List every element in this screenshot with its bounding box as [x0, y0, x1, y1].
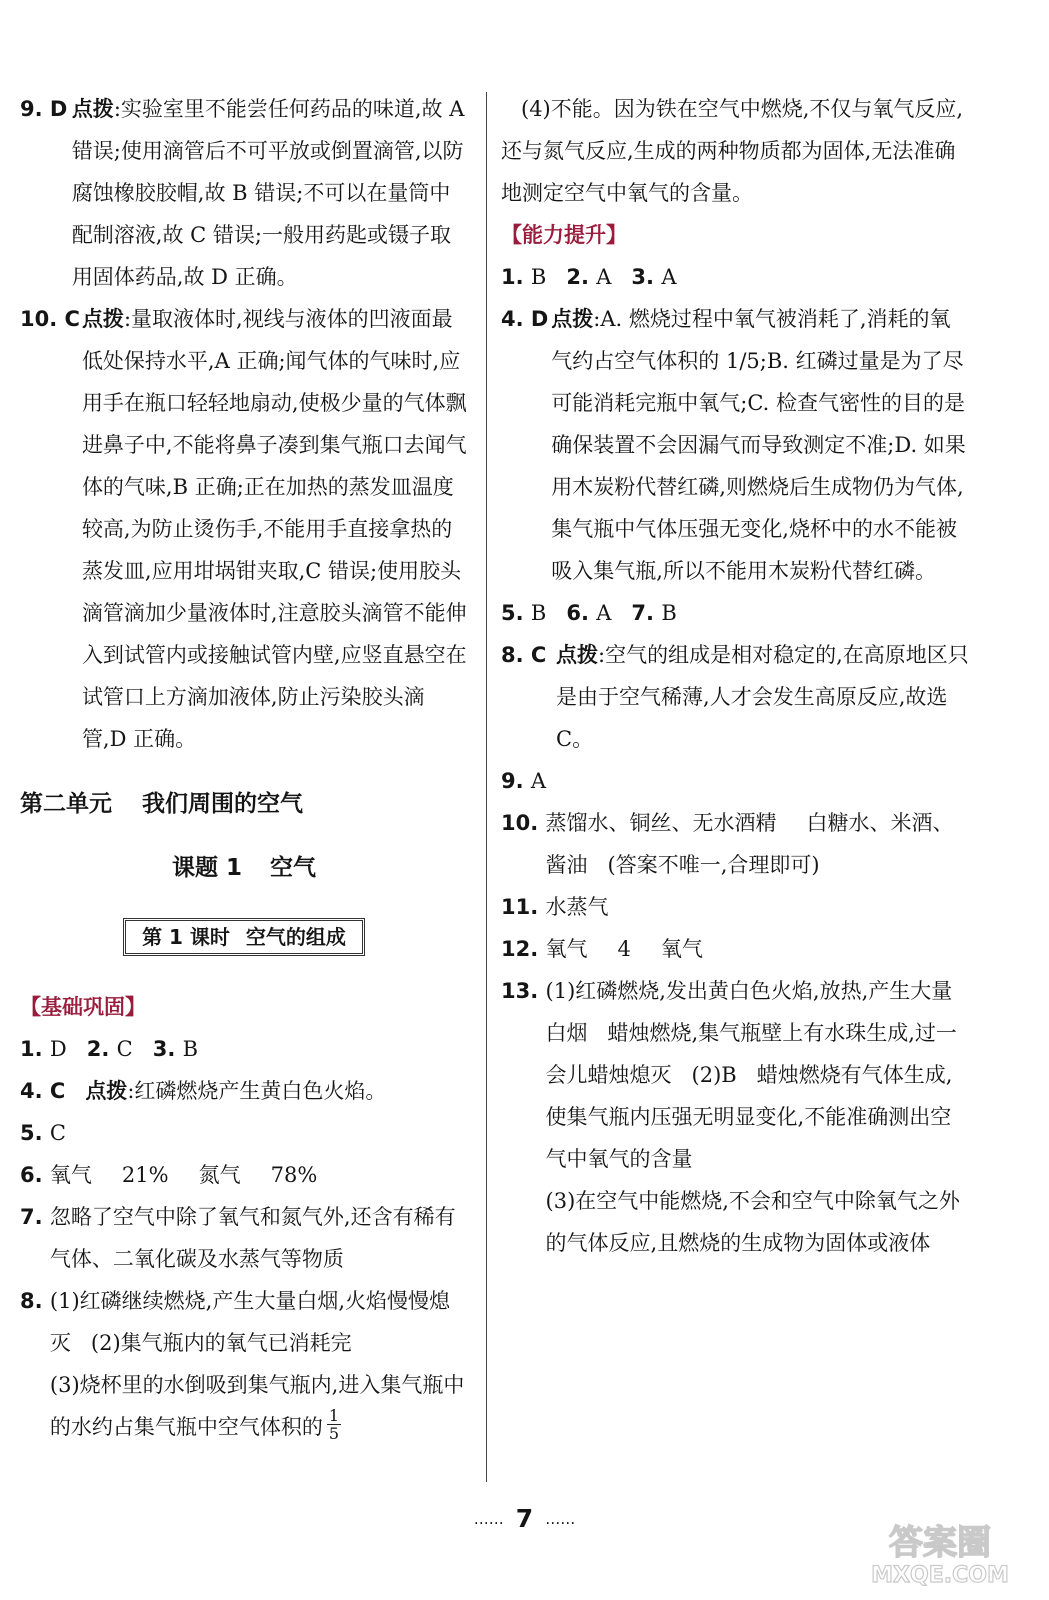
answer-7: 7. 忽略了空气中除了氧气和氮气外,还含有稀有气体、二氧化碳及水蒸气等物质: [20, 1205, 456, 1271]
answer-8-advanced: 8. C 点拨:空气的组成是相对稳定的,在高原地区只是由于空气稀薄,人才会发生高原反应,故选 C。: [501, 643, 969, 751]
answer-text: :实验室里不能尝任何药品的味道,故 A 错误;使用滴管后不可平放或倒置滴管,以防腐蚀橡胶胶帽,故 B 错误;不可以在量筒中配制溶液,故 C 错误;一般用药匙或镊子取用固体药品,故 D 正确。: [71, 97, 465, 289]
answer-11-advanced: 11. 水蒸气: [501, 895, 609, 919]
section-basic: 【基础巩固】: [20, 995, 146, 1019]
answer-4: 4. C 点拨:红磷燃烧产生黄白色火焰。: [20, 1079, 387, 1103]
unit-heading: 第二单元 我们周围的空气: [20, 791, 303, 817]
right-column: [501, 88, 969, 1264]
watermark-logo: [845, 1516, 1035, 1588]
answer-12-advanced: 12. 氧气 4 氧气: [501, 937, 703, 961]
hint-label: 点拨: [71, 97, 114, 121]
column-divider: [486, 92, 487, 1482]
answer-4-advanced: 4. D 点拨:A. 燃烧过程中氧气被消耗了,消耗的氧气约占空气体积的 1/5;B. 红磷过量是为了尽可能消耗完瓶中氧气;C. 检查气密性的目的是确保装置不会因漏气而导致测定不准;D. 如果用木炭粉代替红磷,则燃烧后生成物仍为气体,集气瓶中气体压强无变化,烧杯中的水不能被吸入集气瓶,所以不能用木炭粉代替红磷。: [501, 307, 966, 583]
fraction-one-fifth: $\frac{1}{5}$: [328, 1406, 340, 1443]
answer-10-advanced: 10. 蒸馏水、铜丝、无水酒精 白糖水、米酒、酱油 (答案不唯一,合理即可): [501, 811, 954, 877]
answers-1-3-advanced: 1. B 2. A 3. A: [501, 265, 677, 289]
page-number: …… 7 ……: [473, 1504, 576, 1533]
hint-label: 点拨: [81, 307, 124, 331]
answer-5: 5. C: [20, 1121, 66, 1145]
answer-13-advanced: 13. (1)红磷燃烧,发出黄白色火焰,放热,产生大量白烟 蜡烛燃烧,集气瓶壁上有水珠生成,过一会儿蜡烛熄灭 (2)B 蜡烛燃烧有气体生成,使集气瓶内压强无明显变化,不能准确测出空气中氧气的含量 (3)在空气中能燃烧,不会和空气中除氧气之外的气体反应,且燃烧的生成物为固体或液体: [501, 979, 960, 1255]
answer-text: :量取液体时,视线与液体的凹液面最低处保持水平,A 正确;闻气体的气味时,应用手在瓶口轻轻地扇动,使极少量的气体飘进鼻子中,不能将鼻子凑到集气瓶口去闻气体的气味,B 正确;正在加热的蒸发皿温度较高,为防止烫伤手,不能用手直接拿热的蒸发皿,应用坩埚钳夹取,C 错误;使用胶头滴管滴加少量液体时,注意胶头滴管不能伸入到试管内或接触试管内壁,应竖直悬空在试管口上方滴加液体,防止污染胶头滴管,D 正确。: [81, 307, 467, 751]
answer-9-advanced: 9. A: [501, 769, 547, 793]
answer-continued: (4)不能。因为铁在空气中燃烧,不仅与氧气反应,还与氮气反应,生成的两种物质都为固体,无法准确地测定空气中氧气的含量。: [501, 97, 964, 205]
answer-8: 8. (1)红磷继续燃烧,产生大量白烟,火焰慢慢熄灭 (2)集气瓶内的氧气已消耗完 (3)烧杯里的水倒吸到集气瓶内,进入集气瓶中的水约占集气瓶中空气体积的 $\frac{1}{5}$: [20, 1289, 465, 1443]
answer-6: 6. 氧气 21% 氮气 78%: [20, 1163, 318, 1187]
section-advanced: 【能力提升】: [501, 223, 627, 247]
left-column: [20, 88, 468, 1448]
answer-number: 9. D: [20, 97, 68, 121]
svg-text:MXQE.COM: MXQE.COM: [871, 1563, 1009, 1588]
svg-text:答案圈: 答案圈: [889, 1523, 991, 1563]
lesson-heading: 课题 1 空气: [171, 855, 316, 881]
answer-10: [20, 298, 468, 760]
period-heading-wrap: [20, 918, 468, 956]
answers-1-3: 1. D 2. C 3. B: [20, 1037, 199, 1061]
answer-number: 10. C: [20, 307, 80, 331]
answers-5-7-advanced: 5. B 6. A 7. B: [501, 601, 677, 625]
answer-9: [20, 88, 468, 298]
period-heading: 第 1 课时 空气的组成: [123, 918, 365, 956]
